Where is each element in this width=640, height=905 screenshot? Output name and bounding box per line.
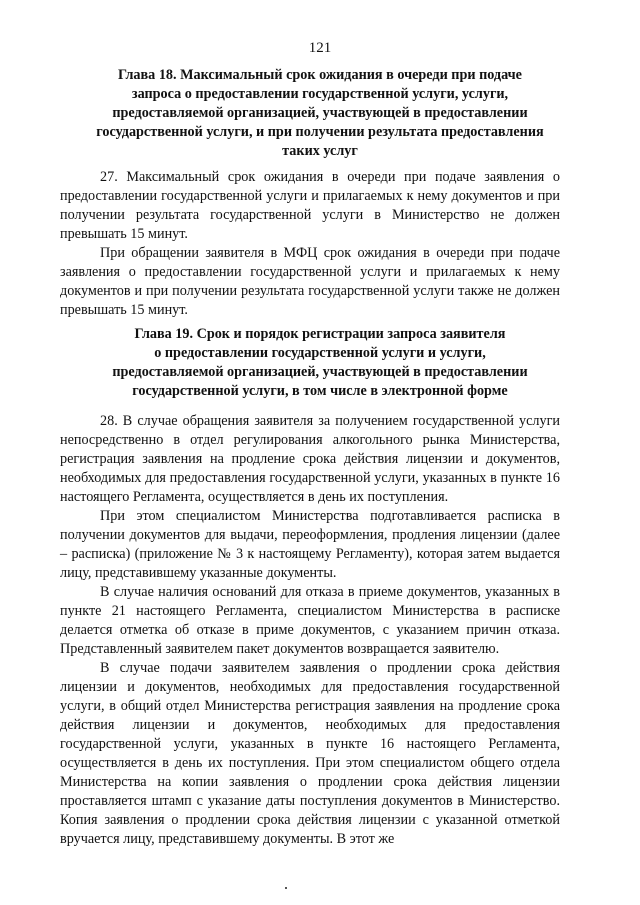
heading-line: государственной услуги, и при получении результата предоставления	[96, 124, 544, 140]
page-number: 121	[308, 40, 332, 56]
paragraph-refusal: В случае наличия оснований для отказа в приеме документов, указанных в пункте 21 настоящего Регламента, специалистом Министерства в расписке делается отметка об отказе в приме документов, с указанием причин отказа. Представленный заявителем пакет документов возвращается заявителю.	[60, 584, 560, 657]
scan-speck	[285, 887, 287, 889]
heading-line: Глава 19. Срок и порядок регистрации запроса заявителя	[134, 326, 506, 342]
chapter-19-heading	[60, 325, 580, 401]
chapter-18-heading	[60, 66, 580, 161]
paragraph-receipt: При этом специалистом Министерства подготавливается расписка в получении документов для выдачи, переоформления, продления лицензии (далее – расписка) (приложение № 3 к настоящему Регламенту), которая затем выдается лицу, представившему указанные документы.	[60, 508, 560, 581]
heading-line: Глава 18. Максимальный срок ожидания в очереди при подаче	[118, 67, 522, 83]
chapter-19-body	[60, 412, 560, 849]
heading-line: государственной услуги, в том числе в электронной форме	[132, 383, 508, 399]
paragraph-28: 28. В случае обращения заявителя за получением государственной услуги непосредственно в отдел регулирования алкогольного рынка Министерства, регистрация заявления на продление срока действия лицензии и документов, необходимых для предоставления государственной услуги, указанных в пункте 16 настоящего Регламента, осуществляется в день их поступления.	[60, 413, 560, 505]
heading-line: о предоставлении государственной услуги и услуги,	[154, 345, 486, 361]
paragraph-mfc: При обращении заявителя в МФЦ срок ожидания в очереди при подаче заявления о предоставлении государственной услуги и прилагаемых к нему документов и при получении результата государственной услуги также не должен превышать 15 минут.	[60, 245, 560, 318]
paragraph-27: 27. Максимальный срок ожидания в очереди при подаче заявления о предоставлении государственной услуги и прилагаемых к нему документов и при получении результата государственной услуги в Министерство не должен превышать 15 минут.	[60, 169, 560, 242]
heading-line: предоставляемой организацией, участвующей в предоставлении	[112, 105, 528, 121]
chapter-18-body	[60, 168, 560, 320]
heading-line: предоставляемой организацией, участвующей в предоставлении	[112, 364, 528, 380]
heading-line: запроса о предоставлении государственной услуги, услуги,	[131, 86, 509, 102]
heading-line: таких услуг	[282, 143, 358, 159]
paragraph-general-department: В случае подачи заявителем заявления о продлении срока действия лицензии и документов, необходимых для предоставления государственной услуги, в общий отдел Министерства регистрация заявления на продление срока действия лицензии и документов, необходимых для предоставления государственной услуги, указанных в пункте 16 настоящего Регламента, осуществляется в день их поступления. При этом специалистом общего отдела Министерства на копии заявления о продлении срока действия лицензии проставляется штамп с указание даты поступления документов в Министерство. Копия заявления о продлении срока действия лицензии с указанной отметкой вручается лицу, представившему документы. В этот же	[60, 660, 560, 847]
